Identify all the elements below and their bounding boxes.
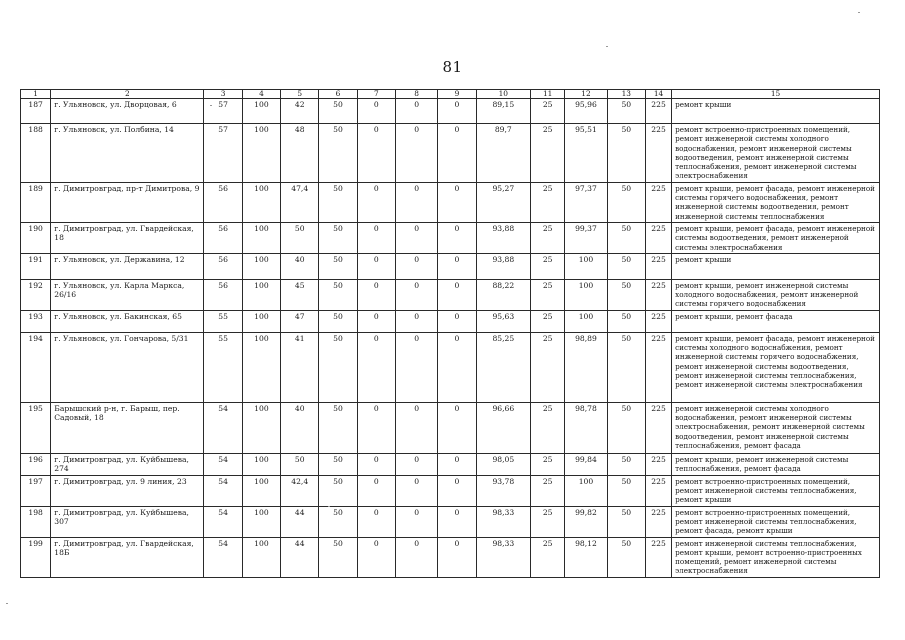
address-cell: г. Димитровград, ул. Гвардейская, 18 bbox=[51, 222, 204, 253]
value-cell: 225 bbox=[645, 506, 671, 537]
value-cell: 56 bbox=[204, 182, 242, 222]
value-cell: 0 bbox=[395, 279, 437, 310]
value-cell: 25 bbox=[531, 453, 565, 475]
address-cell: г. Ульяновск, ул. Гончарова, 5/31 bbox=[51, 332, 204, 402]
column-header: 10 bbox=[476, 90, 530, 99]
value-cell: 100 bbox=[242, 310, 280, 332]
value-cell: 47 bbox=[281, 310, 319, 332]
value-cell: 225 bbox=[645, 332, 671, 402]
value-cell: 0 bbox=[357, 537, 395, 577]
value-cell: 225 bbox=[645, 310, 671, 332]
value-cell: 0 bbox=[357, 222, 395, 253]
value-cell: 0 bbox=[357, 453, 395, 475]
value-cell: 47,4 bbox=[281, 182, 319, 222]
works-cell: ремонт крыши bbox=[672, 99, 880, 124]
value-cell: 100 bbox=[565, 310, 607, 332]
row-number: 188 bbox=[21, 124, 51, 183]
value-cell: 57 bbox=[204, 124, 242, 183]
row-number: 187 bbox=[21, 99, 51, 124]
value-cell: 0 bbox=[357, 253, 395, 279]
value-cell: 95,51 bbox=[565, 124, 607, 183]
value-cell: 0 bbox=[438, 332, 476, 402]
column-header: 4 bbox=[242, 90, 280, 99]
address-cell: г. Димитровград, ул. Гвардейская, 18Б bbox=[51, 537, 204, 577]
value-cell: 0 bbox=[395, 537, 437, 577]
works-cell: ремонт встроенно-пристроенных помещений, ремонт инженерной системы теплоснабжения, ремонт фасада, ремонт крыши bbox=[672, 506, 880, 537]
value-cell: 56 bbox=[204, 279, 242, 310]
works-cell: ремонт встроенно-пристроенных помещений, ремонт инженерной системы холодного водоснабжения, ремонт инженерной системы водоотведения, ремонт инженерной системы теплоснабжения, ремонт инженерной системы электроснабжения bbox=[672, 124, 880, 183]
value-cell: 50 bbox=[319, 99, 357, 124]
value-cell: 0 bbox=[357, 124, 395, 183]
value-cell: 50 bbox=[607, 310, 645, 332]
value-cell: 88,22 bbox=[476, 279, 530, 310]
works-cell: ремонт инженерной системы теплоснабжения, ремонт крыши, ремонт встроенно-пристроенных помещений, ремонт инженерной системы электроснабжения bbox=[672, 537, 880, 577]
value-cell: 50 bbox=[281, 222, 319, 253]
value-cell: 50 bbox=[607, 99, 645, 124]
address-cell: г. Димитровград, ул. Куйбышева, 274 bbox=[51, 453, 204, 475]
value-cell: 0 bbox=[395, 453, 437, 475]
works-cell: ремонт крыши bbox=[672, 253, 880, 279]
table-row bbox=[21, 279, 880, 310]
value-cell: 0 bbox=[357, 182, 395, 222]
value-cell: 0 bbox=[357, 475, 395, 506]
scan-speck bbox=[210, 105, 212, 106]
column-header: 14 bbox=[645, 90, 671, 99]
value-cell: 25 bbox=[531, 182, 565, 222]
value-cell: 50 bbox=[319, 253, 357, 279]
value-cell: 100 bbox=[242, 279, 280, 310]
table-row bbox=[21, 99, 880, 124]
value-cell: 99,82 bbox=[565, 506, 607, 537]
value-cell: 0 bbox=[395, 475, 437, 506]
value-cell: 25 bbox=[531, 310, 565, 332]
value-cell: 89,7 bbox=[476, 124, 530, 183]
value-cell: 100 bbox=[242, 475, 280, 506]
value-cell: 54 bbox=[204, 475, 242, 506]
value-cell: 25 bbox=[531, 332, 565, 402]
value-cell: 54 bbox=[204, 453, 242, 475]
table-row bbox=[21, 310, 880, 332]
value-cell: 95,27 bbox=[476, 182, 530, 222]
value-cell: 0 bbox=[438, 222, 476, 253]
value-cell: 100 bbox=[242, 402, 280, 453]
address-cell: г. Димитровград, пр-т Димитрова, 9 bbox=[51, 182, 204, 222]
row-number: 199 bbox=[21, 537, 51, 577]
value-cell: 56 bbox=[204, 222, 242, 253]
column-header: 8 bbox=[395, 90, 437, 99]
value-cell: 54 bbox=[204, 402, 242, 453]
value-cell: 225 bbox=[645, 279, 671, 310]
value-cell: 25 bbox=[531, 475, 565, 506]
value-cell: 0 bbox=[395, 253, 437, 279]
row-number: 198 bbox=[21, 506, 51, 537]
address-cell: г. Ульяновск, ул. Дворцовая, 6 bbox=[51, 99, 204, 124]
value-cell: 50 bbox=[319, 279, 357, 310]
row-number: 194 bbox=[21, 332, 51, 402]
value-cell: 99,37 bbox=[565, 222, 607, 253]
value-cell: 50 bbox=[319, 124, 357, 183]
value-cell: 99,84 bbox=[565, 453, 607, 475]
value-cell: 100 bbox=[242, 222, 280, 253]
value-cell: 0 bbox=[357, 279, 395, 310]
value-cell: 41 bbox=[281, 332, 319, 402]
table-row bbox=[21, 222, 880, 253]
scan-speck bbox=[6, 603, 8, 604]
page-number: 81 bbox=[442, 58, 463, 76]
works-cell: ремонт крыши, ремонт фасада, ремонт инженерной системы водоотведения, ремонт инженерной системы электроснабжения bbox=[672, 222, 880, 253]
value-cell: 100 bbox=[565, 279, 607, 310]
value-cell: 225 bbox=[645, 537, 671, 577]
works-cell: ремонт крыши, ремонт инженерной системы холодного водоснабжения, ремонт инженерной системы горячего водоснабжения bbox=[672, 279, 880, 310]
value-cell: 98,05 bbox=[476, 453, 530, 475]
value-cell: 0 bbox=[395, 99, 437, 124]
value-cell: 100 bbox=[242, 506, 280, 537]
value-cell: 85,25 bbox=[476, 332, 530, 402]
address-cell: г. Димитровград, ул. Куйбышева, 307 bbox=[51, 506, 204, 537]
value-cell: 0 bbox=[357, 402, 395, 453]
value-cell: 100 bbox=[242, 453, 280, 475]
scan-speck bbox=[606, 46, 608, 47]
value-cell: 50 bbox=[607, 506, 645, 537]
column-header: 5 bbox=[281, 90, 319, 99]
column-header: 11 bbox=[531, 90, 565, 99]
table-row bbox=[21, 537, 880, 577]
address-cell: Барышский р-н, г. Барыш, пер. Садовый, 18 bbox=[51, 402, 204, 453]
value-cell: 0 bbox=[357, 310, 395, 332]
value-cell: 0 bbox=[438, 279, 476, 310]
value-cell: 57 bbox=[204, 99, 242, 124]
value-cell: 100 bbox=[242, 332, 280, 402]
capital-repair-table bbox=[20, 89, 880, 578]
value-cell: 93,78 bbox=[476, 475, 530, 506]
value-cell: 225 bbox=[645, 253, 671, 279]
value-cell: 50 bbox=[607, 402, 645, 453]
value-cell: 40 bbox=[281, 253, 319, 279]
value-cell: 0 bbox=[438, 253, 476, 279]
value-cell: 0 bbox=[395, 182, 437, 222]
column-header: 13 bbox=[607, 90, 645, 99]
value-cell: 0 bbox=[438, 99, 476, 124]
value-cell: 42,4 bbox=[281, 475, 319, 506]
works-cell: ремонт крыши, ремонт фасада, ремонт инженерной системы горячего водоснабжения, ремонт инженерной системы водоотведения, ремонт инженерной системы теплоснабжения bbox=[672, 182, 880, 222]
value-cell: 100 bbox=[242, 124, 280, 183]
value-cell: 100 bbox=[242, 537, 280, 577]
column-header: 15 bbox=[672, 90, 880, 99]
table-row bbox=[21, 332, 880, 402]
value-cell: 25 bbox=[531, 537, 565, 577]
works-cell: ремонт инженерной системы холодного водоснабжения, ремонт инженерной системы электроснабжения, ремонт инженерной системы водоотведения, ремонт инженерной системы теплоснабжения, ремонт фасада bbox=[672, 402, 880, 453]
value-cell: 50 bbox=[607, 475, 645, 506]
value-cell: 55 bbox=[204, 310, 242, 332]
scan-speck bbox=[858, 12, 860, 13]
value-cell: 50 bbox=[319, 222, 357, 253]
value-cell: 97,37 bbox=[565, 182, 607, 222]
row-number: 197 bbox=[21, 475, 51, 506]
value-cell: 0 bbox=[438, 124, 476, 183]
value-cell: 50 bbox=[319, 475, 357, 506]
value-cell: 0 bbox=[395, 332, 437, 402]
value-cell: 0 bbox=[357, 99, 395, 124]
value-cell: 225 bbox=[645, 182, 671, 222]
value-cell: 225 bbox=[645, 222, 671, 253]
address-cell: г. Ульяновск, ул. Полбина, 14 bbox=[51, 124, 204, 183]
value-cell: 42 bbox=[281, 99, 319, 124]
value-cell: 100 bbox=[565, 253, 607, 279]
column-header: 1 bbox=[21, 90, 51, 99]
value-cell: 89,15 bbox=[476, 99, 530, 124]
value-cell: 44 bbox=[281, 537, 319, 577]
value-cell: 50 bbox=[607, 182, 645, 222]
value-cell: 45 bbox=[281, 279, 319, 310]
value-cell: 98,33 bbox=[476, 506, 530, 537]
address-cell: г. Димитровград, ул. 9 линия, 23 bbox=[51, 475, 204, 506]
column-header: 6 bbox=[319, 90, 357, 99]
value-cell: 100 bbox=[242, 99, 280, 124]
column-header: 3 bbox=[204, 90, 242, 99]
value-cell: 0 bbox=[395, 124, 437, 183]
value-cell: 0 bbox=[438, 453, 476, 475]
value-cell: 93,88 bbox=[476, 222, 530, 253]
value-cell: 50 bbox=[319, 402, 357, 453]
column-header: 9 bbox=[438, 90, 476, 99]
value-cell: 0 bbox=[357, 506, 395, 537]
address-cell: г. Ульяновск, ул. Карла Маркса, 26/16 bbox=[51, 279, 204, 310]
value-cell: 50 bbox=[607, 222, 645, 253]
value-cell: 0 bbox=[438, 506, 476, 537]
value-cell: 0 bbox=[438, 310, 476, 332]
table-row bbox=[21, 402, 880, 453]
value-cell: 98,89 bbox=[565, 332, 607, 402]
value-cell: 50 bbox=[319, 537, 357, 577]
value-cell: 55 bbox=[204, 332, 242, 402]
value-cell: 25 bbox=[531, 253, 565, 279]
value-cell: 225 bbox=[645, 453, 671, 475]
value-cell: 25 bbox=[531, 99, 565, 124]
value-cell: 0 bbox=[438, 402, 476, 453]
value-cell: 225 bbox=[645, 402, 671, 453]
works-cell: ремонт крыши, ремонт фасада, ремонт инженерной системы холодного водоснабжения, ремонт инженерной системы горячего водоснабжения, ремонт инженерной системы водоотведения, ремонт инженерной системы теплоснабжения, ремонт инженерной системы электроснабжения bbox=[672, 332, 880, 402]
row-number: 193 bbox=[21, 310, 51, 332]
value-cell: 0 bbox=[395, 310, 437, 332]
value-cell: 25 bbox=[531, 402, 565, 453]
works-cell: ремонт крыши, ремонт инженерной системы теплоснабжения, ремонт фасада bbox=[672, 453, 880, 475]
value-cell: 50 bbox=[319, 453, 357, 475]
value-cell: 50 bbox=[607, 279, 645, 310]
value-cell: 44 bbox=[281, 506, 319, 537]
value-cell: 98,33 bbox=[476, 537, 530, 577]
value-cell: 0 bbox=[395, 506, 437, 537]
table-row bbox=[21, 475, 880, 506]
address-cell: г. Ульяновск, ул. Бакинская, 65 bbox=[51, 310, 204, 332]
value-cell: 50 bbox=[319, 182, 357, 222]
value-cell: 100 bbox=[565, 475, 607, 506]
value-cell: 50 bbox=[607, 537, 645, 577]
works-cell: ремонт встроенно-пристроенных помещений, ремонт инженерной системы теплоснабжения, ремонт крыши bbox=[672, 475, 880, 506]
table-row bbox=[21, 253, 880, 279]
row-number: 196 bbox=[21, 453, 51, 475]
value-cell: 50 bbox=[607, 332, 645, 402]
value-cell: 25 bbox=[531, 124, 565, 183]
value-cell: 50 bbox=[607, 453, 645, 475]
value-cell: 100 bbox=[242, 182, 280, 222]
value-cell: 50 bbox=[607, 124, 645, 183]
value-cell: 50 bbox=[607, 253, 645, 279]
row-number: 192 bbox=[21, 279, 51, 310]
address-cell: г. Ульяновск, ул. Державина, 12 bbox=[51, 253, 204, 279]
value-cell: 25 bbox=[531, 506, 565, 537]
value-cell: 0 bbox=[395, 402, 437, 453]
value-cell: 225 bbox=[645, 99, 671, 124]
value-cell: 56 bbox=[204, 253, 242, 279]
value-cell: 0 bbox=[438, 475, 476, 506]
value-cell: 50 bbox=[281, 453, 319, 475]
row-number: 190 bbox=[21, 222, 51, 253]
value-cell: 48 bbox=[281, 124, 319, 183]
row-number: 195 bbox=[21, 402, 51, 453]
table-row bbox=[21, 182, 880, 222]
table-row bbox=[21, 124, 880, 183]
value-cell: 0 bbox=[357, 332, 395, 402]
value-cell: 54 bbox=[204, 537, 242, 577]
value-cell: 25 bbox=[531, 279, 565, 310]
value-cell: 0 bbox=[438, 537, 476, 577]
value-cell: 98,78 bbox=[565, 402, 607, 453]
table-body bbox=[21, 99, 880, 578]
column-header: 2 bbox=[51, 90, 204, 99]
column-header: 7 bbox=[357, 90, 395, 99]
value-cell: 50 bbox=[319, 332, 357, 402]
value-cell: 50 bbox=[319, 506, 357, 537]
table-row bbox=[21, 506, 880, 537]
value-cell: 95,63 bbox=[476, 310, 530, 332]
row-number: 191 bbox=[21, 253, 51, 279]
column-header: 12 bbox=[565, 90, 607, 99]
value-cell: 0 bbox=[395, 222, 437, 253]
value-cell: 100 bbox=[242, 253, 280, 279]
value-cell: 225 bbox=[645, 475, 671, 506]
value-cell: 96,66 bbox=[476, 402, 530, 453]
value-cell: 98,12 bbox=[565, 537, 607, 577]
header-row bbox=[21, 90, 880, 99]
value-cell: 95,96 bbox=[565, 99, 607, 124]
value-cell: 54 bbox=[204, 506, 242, 537]
value-cell: 93,88 bbox=[476, 253, 530, 279]
value-cell: 40 bbox=[281, 402, 319, 453]
value-cell: 225 bbox=[645, 124, 671, 183]
row-number: 189 bbox=[21, 182, 51, 222]
value-cell: 0 bbox=[438, 182, 476, 222]
value-cell: 25 bbox=[531, 222, 565, 253]
table-row bbox=[21, 453, 880, 475]
value-cell: 50 bbox=[319, 310, 357, 332]
scan-speck bbox=[328, 506, 330, 507]
works-cell: ремонт крыши, ремонт фасада bbox=[672, 310, 880, 332]
